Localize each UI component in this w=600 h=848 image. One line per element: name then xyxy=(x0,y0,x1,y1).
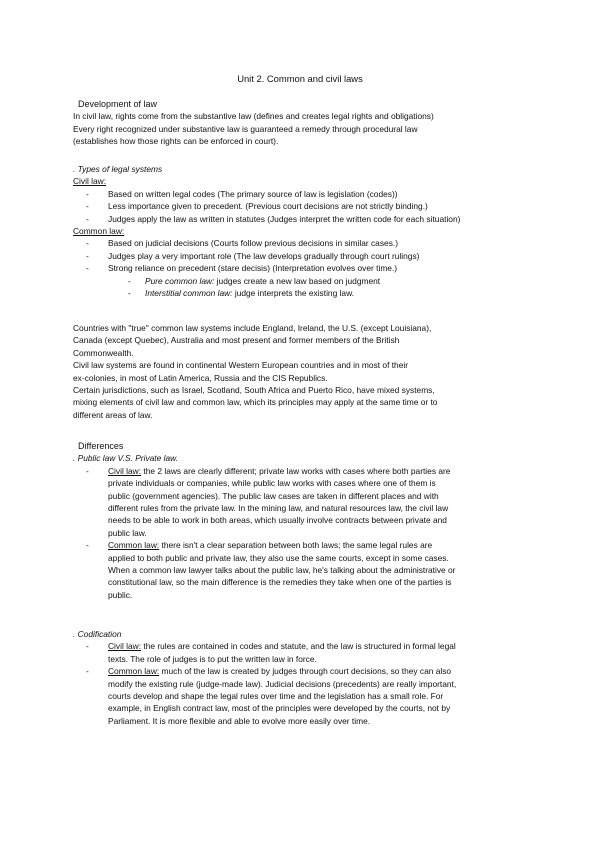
item-line: public law. xyxy=(108,527,147,538)
sub-item-text: judges create a new law based on judgment xyxy=(214,275,381,286)
codification-section xyxy=(73,628,533,727)
list-item-text: Based on judicial decisions (Courts follow previous decisions in similar cases.) xyxy=(108,238,398,249)
item-line: private individuals or companies, while public law works with cases where one of them is xyxy=(108,478,436,489)
list-item-text: Less importance given to precedent. (Previous court decisions are not strictly binding.) xyxy=(108,201,428,212)
item-line: example, in English contract law, most of the principles were developed by the courts, not by xyxy=(108,703,451,714)
list-item xyxy=(73,213,533,225)
item-line: needs to be able to work in both areas, which usually involve contracts between private and xyxy=(108,515,447,526)
item-line: the 2 laws are clearly different; private law works with cases where both parties are xyxy=(141,465,451,476)
item-line: there isn't a clear separation between both laws; the same legal rules are xyxy=(159,540,433,551)
countries-line: Commonwealth. xyxy=(73,347,134,358)
development-line: (establishes how those rights can be enforced in court). xyxy=(73,136,279,147)
item-label: Common law: xyxy=(108,666,160,677)
differences-heading: Differences xyxy=(78,441,124,451)
item-label: Civil law: xyxy=(108,465,142,476)
item-label: Common law: xyxy=(108,540,160,551)
list-item xyxy=(73,665,533,727)
countries-line: Canada (except Quebec), Australia and most present and former members of the British xyxy=(73,335,400,346)
sub-item-text: judge interprets the existing law. xyxy=(232,288,355,299)
countries-line: ex-colonies, in most of Latin America, Russia and the CIS Republics. xyxy=(73,372,328,383)
item-line: the rules are contained in codes and statute, and the law is structured in formal legal xyxy=(141,641,456,652)
bullet-dash: - xyxy=(86,238,89,249)
list-item xyxy=(73,262,533,274)
countries-line: different areas of law. xyxy=(73,409,153,420)
bullet-dash: - xyxy=(86,188,89,199)
differences-subheading: . Public law V.S. Private law. xyxy=(73,453,179,464)
item-line: public. xyxy=(108,589,133,600)
codification-heading: . Codification xyxy=(73,629,122,639)
bullet-dash: - xyxy=(86,641,89,652)
civil-law-label: Civil law: xyxy=(73,176,107,187)
item-line: texts. The role of judges is to put the written law in force. xyxy=(108,653,317,664)
countries-line: Countries with "true" common law systems include England, Ireland, the U.S. (except Louisiana), xyxy=(73,323,432,333)
sub-item-term: Interstitial common law: xyxy=(145,288,233,299)
item-line: When a common law lawyer talks about the public law, he's talking about the administrative or xyxy=(108,565,456,576)
item-line: much of the law is created by judges through court decisions, so they can also xyxy=(159,666,452,677)
list-item xyxy=(73,539,533,601)
item-line: different rules from the private law. In the mining law, and natural resources law, the civil law xyxy=(108,503,449,514)
bullet-dash: - xyxy=(86,213,89,224)
list-item xyxy=(73,237,533,249)
countries-line: Certain jurisdictions, such as Israel, Scotland, South Africa and Puerto Rico, have mixed systems, xyxy=(73,385,435,396)
item-line: constitutional law, so the main difference is the remedies they take when one of the parties is xyxy=(108,577,452,588)
types-section xyxy=(73,163,533,299)
bullet-dash: - xyxy=(86,250,89,261)
countries-line: mixing elements of civil law and common law, which its principles may apply at the same time or to xyxy=(73,397,438,408)
item-line: courts develop and shape the legal rules over time and the legislation has a small role. For xyxy=(108,691,444,702)
bullet-dash: - xyxy=(128,288,131,299)
sub-item-term: Pure common law: xyxy=(145,275,215,286)
development-line: In civil law, rights come from the substantive law (defines and creates legal rights and obligations) xyxy=(73,111,434,122)
list-item xyxy=(73,250,533,262)
list-item-text: Judges apply the law as written in statutes (Judges interpret the written code for each situation) xyxy=(108,213,461,224)
sub-list-item xyxy=(73,287,533,299)
sub-list-item xyxy=(73,275,533,287)
development-section xyxy=(73,98,533,148)
development-heading: Development of law xyxy=(78,99,158,109)
types-heading: . Types of legal systems xyxy=(73,164,163,174)
development-line: Every right recognized under substantive law is guaranteed a remedy through procedural law xyxy=(73,123,418,134)
item-label: Civil law: xyxy=(108,641,142,652)
item-line: Parliament. It is more flexible and able to evolve more easily over time. xyxy=(108,715,371,726)
bullet-dash: - xyxy=(128,275,131,286)
list-item xyxy=(73,640,533,665)
document-title: Unit 2. Common and civil laws xyxy=(237,73,363,84)
list-item xyxy=(73,200,533,212)
list-item-text: Strong reliance on precedent (stare decisis) (Interpretation evolves over time.) xyxy=(108,263,398,274)
bullet-dash: - xyxy=(86,201,89,212)
bullet-dash: - xyxy=(86,666,89,677)
list-item-text: Judges play a very important role (The law develops gradually through court rulings) xyxy=(108,250,420,261)
item-line: modify the existing rule (judge-made law). Judicial decisions (precedents) are really important, xyxy=(108,678,457,689)
list-item-text: Based on written legal codes (The primary source of law is legislation (codes)) xyxy=(108,188,398,199)
differences-section xyxy=(73,440,533,601)
bullet-dash: - xyxy=(86,540,89,551)
list-item xyxy=(73,465,533,539)
list-item xyxy=(73,188,533,200)
common-law-label: Common law: xyxy=(73,226,125,237)
bullet-dash: - xyxy=(86,465,89,476)
item-line: applied to both public and private law, they also use the same courts, except in some cases. xyxy=(108,552,449,563)
countries-section xyxy=(73,322,533,421)
countries-line: Civil law systems are found in continental Western European countries and in most of their xyxy=(73,360,409,371)
bullet-dash: - xyxy=(86,263,89,274)
item-line: public (government agencies). The public law cases are taken in different places and with xyxy=(108,490,439,501)
